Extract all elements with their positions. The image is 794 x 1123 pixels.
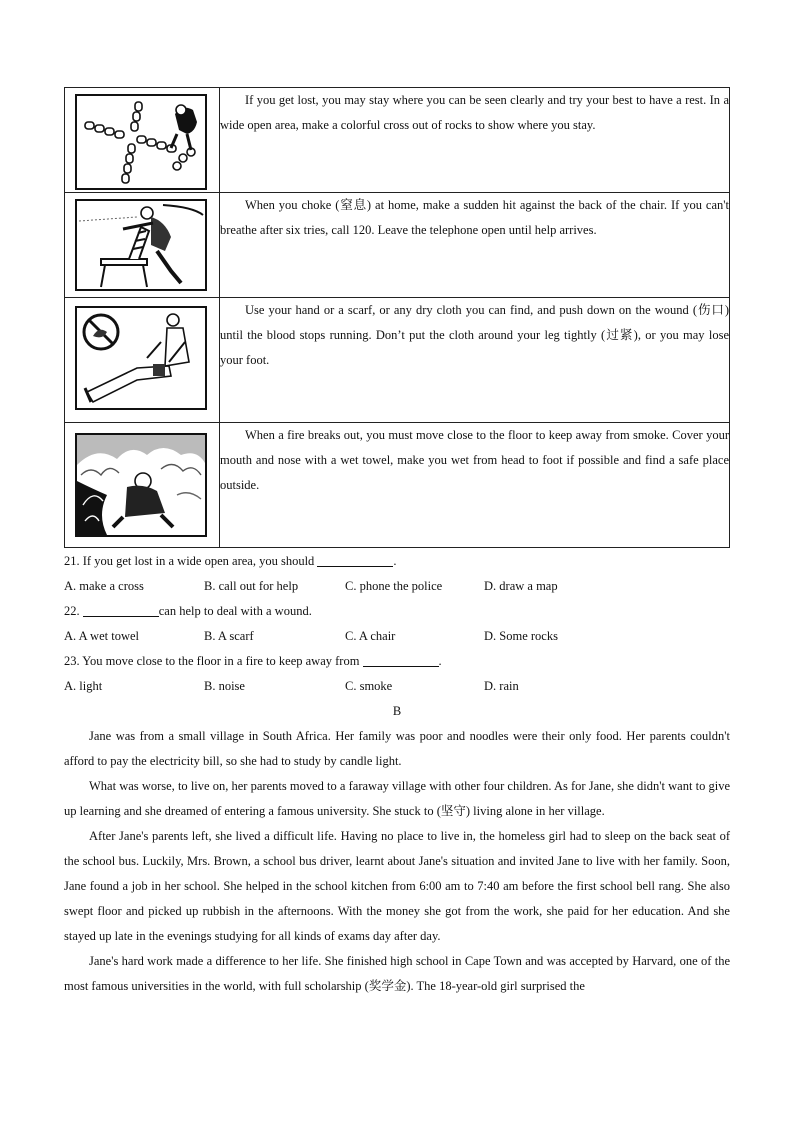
tip-text: When a fire breaks out, you must move close to the floor to keep away from smoke. Cover your mouth and nose with a wet towel, make you wet from head to foot if possible and find a safe place outside. bbox=[220, 428, 729, 492]
tip-text-cell bbox=[220, 193, 730, 298]
passage-paragraph: What was worse, to live on, her parents moved to a faraway village with other four children. As for Jane, she didn't want to give up learning and she dreamed of entering a famous university. She stuck to (坚守) living alone in her village. bbox=[64, 779, 730, 818]
option-d: D. Some rocks bbox=[484, 629, 558, 643]
section-heading: B bbox=[392, 704, 402, 718]
option-a: A. make a cross bbox=[64, 579, 144, 593]
answer-blank bbox=[363, 652, 439, 667]
options-23 bbox=[64, 674, 730, 699]
answer-blank bbox=[317, 552, 393, 567]
option-b: B. call out for help bbox=[204, 579, 299, 593]
option-a: A. light bbox=[64, 679, 103, 693]
tip-image-cell bbox=[65, 193, 220, 298]
choking-chair-illustration-icon bbox=[75, 199, 207, 291]
tip-image-cell bbox=[65, 423, 220, 548]
option-d: D. draw a map bbox=[484, 579, 558, 593]
option-c: C. smoke bbox=[345, 679, 393, 693]
option-c: C. phone the police bbox=[345, 579, 443, 593]
tip-text: If you get lost, you may stay where you can be seen clearly and try your best to have a rest. In a wide open area, make a colorful cross out of rocks to show where you stay. bbox=[220, 93, 729, 132]
question-22: 22. can help to deal with a wound. bbox=[64, 604, 312, 618]
tip-image-cell bbox=[65, 88, 220, 193]
tip-row bbox=[65, 88, 730, 193]
tip-row bbox=[65, 298, 730, 423]
tip-row bbox=[65, 193, 730, 298]
passage-paragraph: Jane's hard work made a difference to her life. She finished high school in Cape Town and was accepted by Harvard, one of the most famous universities in the world, with full scholarship (奖学金). The 18-year-old girl surprised the bbox=[64, 954, 730, 993]
questions-section bbox=[64, 549, 730, 699]
options-21 bbox=[64, 574, 730, 599]
tip-text: Use your hand or a scarf, or any dry cloth you can find, and push down on the wound (伤口) until the blood stops running. Don’t put the cloth around your leg tightly (过紧), or you may lose your foot. bbox=[220, 303, 729, 367]
question-21: 21. If you get lost in a wide open area, you should . bbox=[64, 554, 397, 568]
question-23: 23. You move close to the floor in a fire to keep away from . bbox=[64, 654, 442, 668]
option-b: B. A scarf bbox=[204, 629, 254, 643]
tip-row bbox=[65, 423, 730, 548]
rock-cross-illustration-icon bbox=[75, 94, 207, 190]
tip-text-cell bbox=[220, 423, 730, 548]
worksheet-page bbox=[64, 87, 730, 999]
option-c: C. A chair bbox=[345, 629, 396, 643]
passage-paragraph: After Jane's parents left, she lived a difficult life. Having no place to live in, the homeless girl had to sleep on the back seat of the school bus. Luckily, Mrs. Brown, a school bus driver, learnt about Jane's situation and invited Jane to live with her family. Soon, Jane found a job in her school. She helped in the school kitchen from 6:00 am to 7:40 am before the first school bell rang. She also swept floor and picked up rubbish in the afternoons. With the money she got from the work, she paid for her education. And she stayed up late in the evenings studying for all kinds of exams day after day. bbox=[64, 829, 730, 943]
tip-text-cell bbox=[220, 298, 730, 423]
reading-passage bbox=[64, 724, 730, 999]
option-b: B. noise bbox=[204, 679, 245, 693]
passage-paragraph: Jane was from a small village in South Africa. Her family was poor and noodles were their only food. Her parents couldn't afford to pay the electricity bill, so she had to study by candle light. bbox=[64, 729, 730, 768]
tip-text-cell bbox=[220, 88, 730, 193]
safety-tips-table bbox=[64, 87, 730, 548]
options-22 bbox=[64, 624, 730, 649]
answer-blank bbox=[83, 602, 159, 617]
option-a: A. A wet towel bbox=[64, 629, 139, 643]
tip-image-cell bbox=[65, 298, 220, 423]
option-d: D. rain bbox=[484, 679, 519, 693]
fire-smoke-illustration-icon bbox=[75, 433, 207, 537]
tip-text: When you choke (窒息) at home, make a sudden hit against the back of the chair. If you can't breathe after six tries, call 120. Leave the telephone open until help arrives. bbox=[220, 198, 729, 237]
wound-care-illustration-icon bbox=[75, 306, 207, 410]
